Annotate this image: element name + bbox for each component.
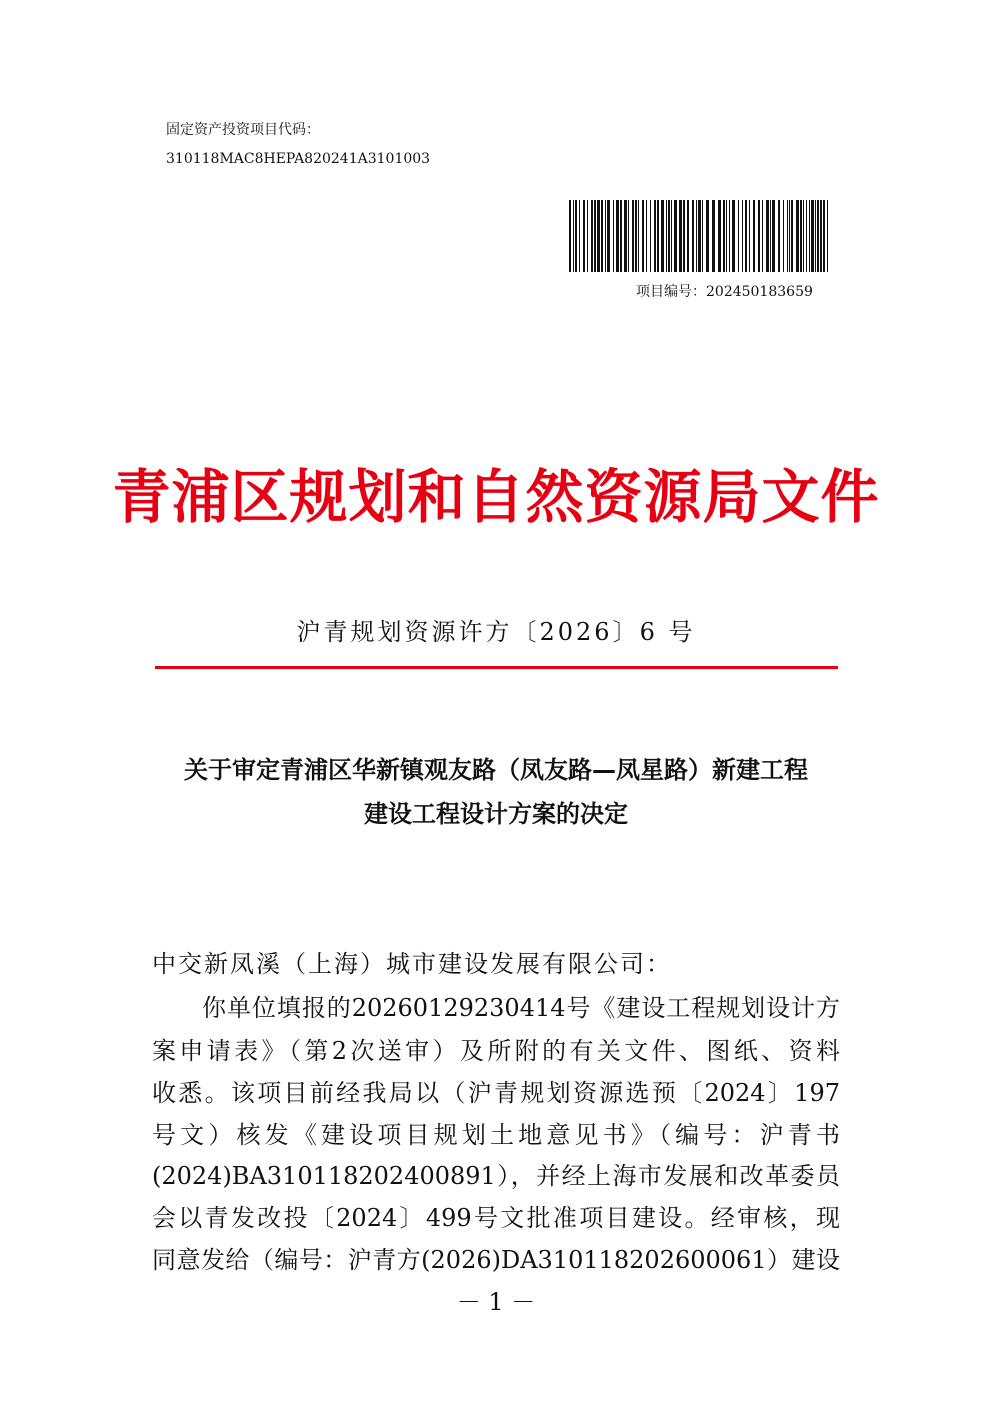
body-line: 会以青发改投〔2024〕499号文批准项目建设。经审核，现 — [152, 1204, 840, 1232]
body-line: 你单位填报的20260129230414号《建设工程规划设计方 — [202, 994, 840, 1022]
body-line: 同意发给（编号：沪青方(2026)DA310118202600061）建设 — [152, 1246, 840, 1274]
document-number: 沪青规划资源许方〔2026〕6 号 — [296, 618, 696, 646]
body-line: (2024)BA310118202400891），并经上海市发展和改革委员 — [152, 1162, 840, 1190]
investment-code: 310118MAC8HEPA820241A3101003 — [166, 151, 431, 167]
body-line: 号文）核发《建设项目规划土地意见书》（编号：沪青书 — [152, 1121, 840, 1149]
page-number: － 1 － — [456, 1288, 536, 1316]
masthead-title: 青浦区规划和自然资源局文件 — [112, 463, 880, 531]
investment-code-label: 固定资产投资项目代码： — [166, 122, 320, 138]
body-line: 收悉。该项目前经我局以（沪青规划资源选预〔2024〕197 — [152, 1079, 840, 1107]
red-divider — [155, 666, 838, 669]
barcode-image — [569, 200, 829, 272]
project-number: 项目编号：202450183659 — [636, 284, 813, 300]
document-title-line-2: 建设工程设计方案的决定 — [364, 800, 628, 828]
document-title-line-1: 关于审定青浦区华新镇观友路（凤友路—凤星路）新建工程 — [184, 756, 808, 784]
body-line: 案申请表》（第2次送审）及所附的有关文件、图纸、资料 — [152, 1037, 840, 1065]
addressee: 中交新凤溪（上海）城市建设发展有限公司： — [152, 950, 672, 978]
